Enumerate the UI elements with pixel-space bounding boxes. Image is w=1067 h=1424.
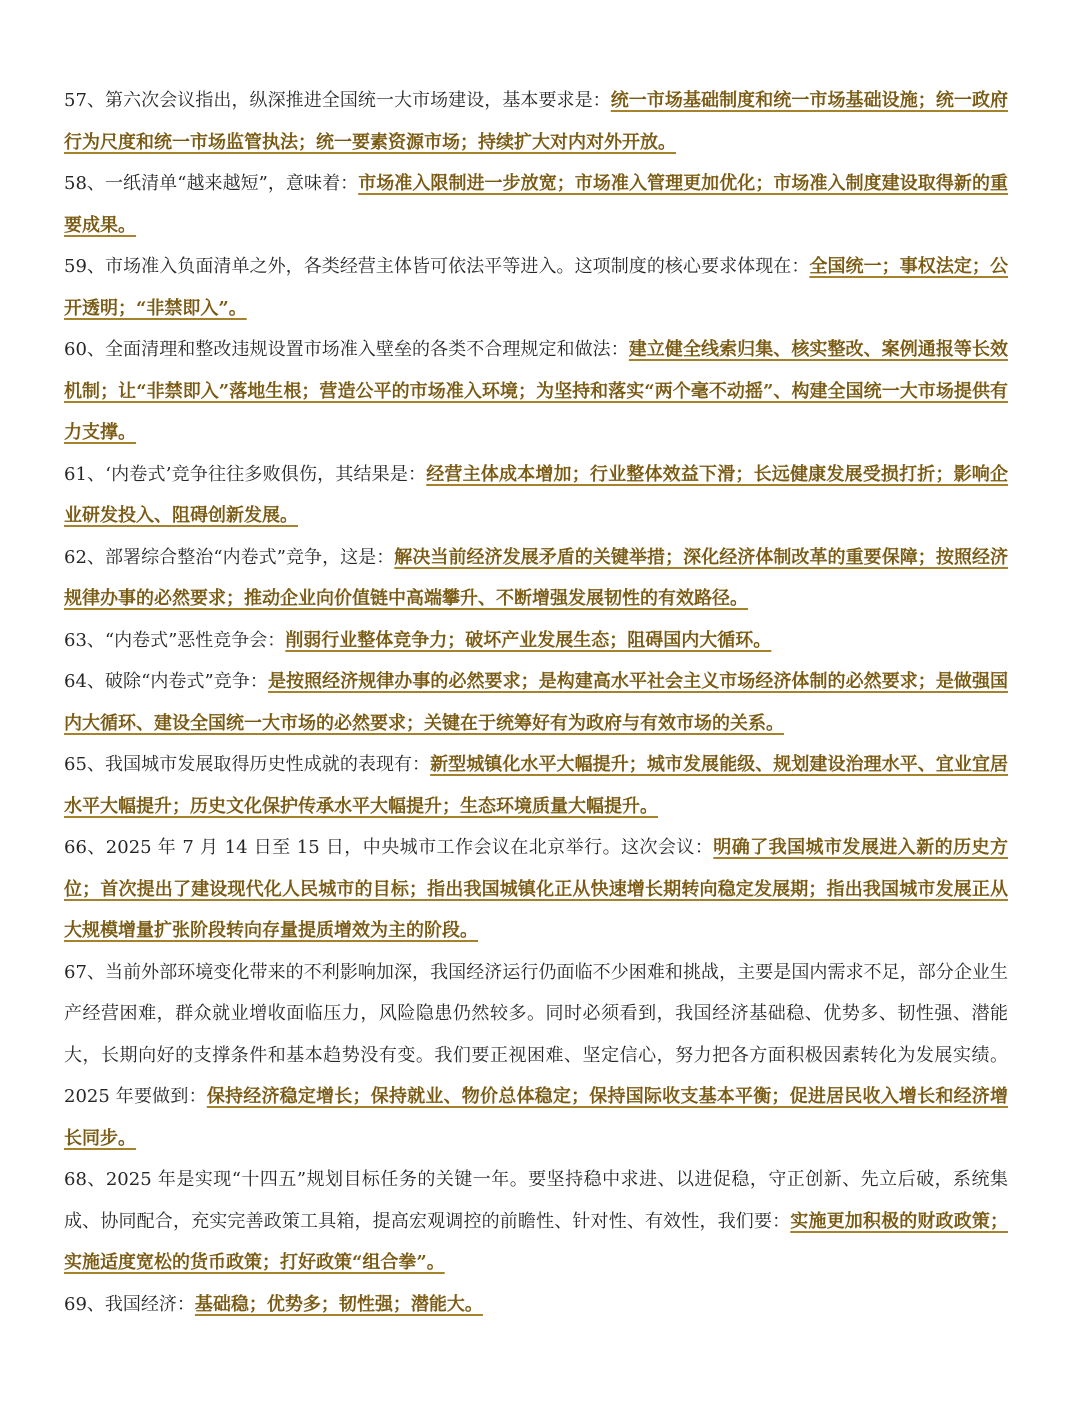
question-text: 65、我国城市发展取得历史性成就的表现有：	[64, 754, 431, 775]
question-item-57	[64, 80, 1008, 163]
answer-text: 建立健全线索归集、核实整改、案例通报等长效机制；让“非禁即入”落地生根；营造公平的市场准入环境；为坚持和落实“两个毫不动摇”、构建全国统一大市场提供有力支撑。	[64, 339, 1009, 443]
question-text: 67、当前外部环境变化带来的不利影响加深，我国经济运行仍面临不少困难和挑战，主要是国内需求不足，部分企业生产经营困难，群众就业增收面临压力，风险隐患仍然较多。同时必须看到，我国经济基础稳、优势多、韧性强、潜能大，长期向好的支撑条件和基本趋势没有变。我们要正视困难、坚定信心，努力把各方面积极因素转化为发展实绩。2025 年要做到：	[64, 961, 1008, 1107]
question-item-69	[64, 1284, 1008, 1326]
question-item-65	[64, 744, 1008, 827]
answer-text: 新型城镇化水平大幅提升；城市发展能级、规划建设治理水平、宜业宜居水平大幅提升；历史文化保护传承水平大幅提升；生态环境质量大幅提升。	[64, 754, 1009, 817]
answer-text: 保持经济稳定增长；保持就业、物价总体稳定；保持国际收支基本平衡；促进居民收入增长和经济增长同步。	[64, 1086, 1008, 1149]
question-text: 68、2025 年是实现“十四五”规划目标任务的关键一年。要坚持稳中求进、以进促稳，守正创新、先立后破，系统集成、协同配合，充实完善政策工具箱，提高宏观调控的前瞻性、针对性、有效性，我们要：	[64, 1169, 1008, 1232]
question-item-66	[64, 827, 1008, 952]
question-text: 63、“内卷式”恶性竞争会：	[64, 629, 286, 651]
question-item-62	[64, 537, 1008, 620]
question-text: 57、第六次会议指出，纵深推进全国统一大市场建设，基本要求是：	[64, 90, 611, 111]
question-item-67	[64, 952, 1008, 1160]
question-text: 60、全面清理和整改违规设置市场准入壁垒的各类不合理规定和做法：	[64, 339, 629, 360]
question-item-58	[64, 163, 1008, 246]
question-text: 61、‘内卷式’竞争往往多败俱伤，其结果是：	[64, 463, 427, 485]
question-text: 64、破除“内卷式”竞争：	[64, 671, 268, 692]
answer-text: 全国统一；事权法定；公开透明；“非禁即入”。	[64, 256, 1008, 319]
answer-text: 市场准入限制进一步放宽；市场准入管理更加优化；市场准入制度建设取得新的重要成果。	[64, 173, 1008, 236]
answer-text: 解决当前经济发展矛盾的关键举措；深化经济体制改革的重要保障；按照经济规律办事的必然要求；推动企业向价值链中高端攀升、不断增强发展韧性的有效路径。	[64, 546, 1008, 609]
question-text: 69、我国经济：	[64, 1293, 195, 1315]
question-item-59	[64, 246, 1008, 329]
answer-text: 基础稳；优势多；韧性强；潜能大。	[194, 1293, 483, 1315]
answer-text: 是按照经济规律办事的必然要求；是构建高水平社会主义市场经济体制的必然要求；是做强国内大循环、建设全国统一大市场的必然要求；关键在于统筹好有为政府与有效市场的关系。	[64, 671, 1009, 734]
question-item-63	[64, 620, 1008, 662]
question-item-60	[64, 329, 1008, 454]
answer-text: 实施更加积极的财政政策；实施适度宽松的货币政策；打好政策“组合拳”。	[64, 1210, 1009, 1273]
question-text: 62、部署综合整治“内卷式”竞争，这是：	[64, 546, 395, 568]
answer-text: 明确了我国城市发展进入新的历史方位；首次提出了建设现代化人民城市的目标；指出我国城镇化正从快速增长期转向稳定发展期；指出我国城市发展正从大规模增量扩张阶段转向存量提质增效为主的阶段。	[64, 837, 1009, 941]
answer-text: 经营主体成本增加；行业整体效益下滑；长远健康发展受损打折；影响企业研发投入、阻碍创新发展。	[64, 463, 1008, 526]
question-item-68	[64, 1159, 1008, 1284]
question-text: 58、一纸清单“越来越短”，意味着：	[64, 173, 359, 194]
question-text: 59、市场准入负面清单之外，各类经营主体皆可依法平等进入。这项制度的核心要求体现在：	[64, 256, 810, 277]
answer-text: 统一市场基础制度和统一市场基础设施；统一政府行为尺度和统一市场监管执法；统一要素资源市场；持续扩大对内对外开放。	[64, 90, 1009, 153]
question-text: 66、2025 年 7 月 14 日至 15 日，中央城市工作会议在北京举行。这次会议：	[64, 837, 714, 858]
question-item-64	[64, 661, 1008, 744]
question-item-61	[64, 454, 1008, 537]
document-page	[64, 80, 1008, 1325]
answer-text: 削弱行业整体竞争力；破坏产业发展生态；阻碍国内大循环。	[285, 629, 772, 651]
